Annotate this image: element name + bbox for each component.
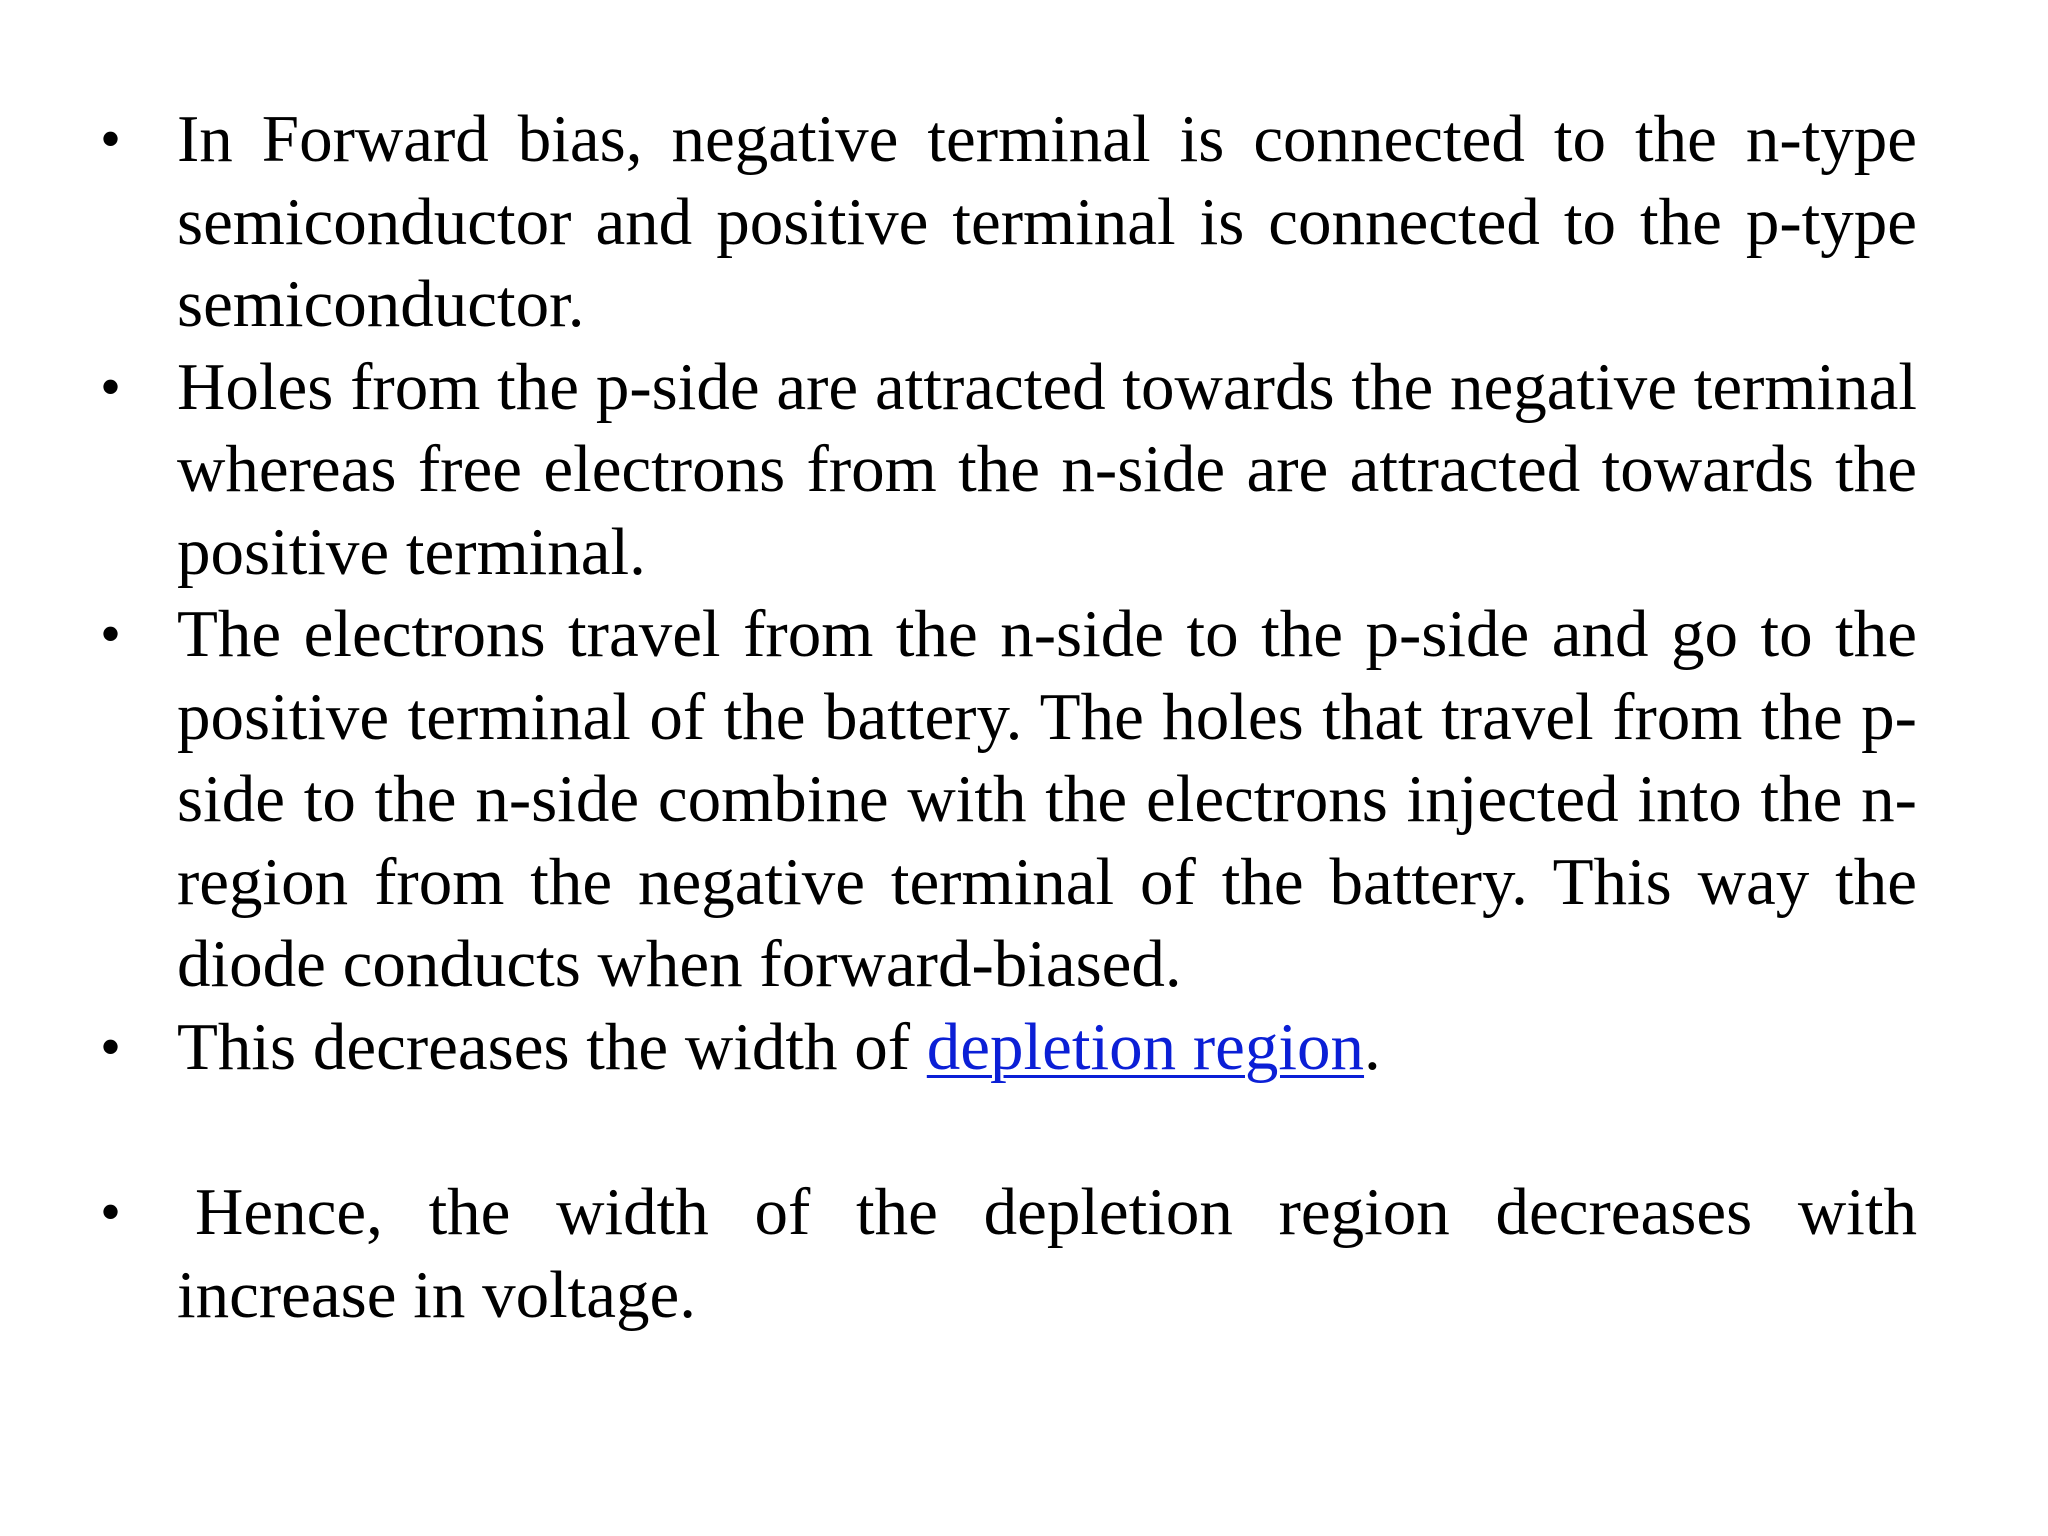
depletion-region-link[interactable]: depletion region: [926, 1009, 1365, 1084]
bullet-item-depletion-width: [0, 1006, 1917, 1089]
bullet-text-before-link: This decreases the width of: [177, 1009, 927, 1084]
bullet-list: [0, 98, 2048, 1336]
bullet-icon: •: [100, 1013, 122, 1080]
bullet-item-electrons: [0, 593, 1917, 1006]
bullet-text-after-link: .: [1364, 1009, 1381, 1084]
bullet-text: Holes from the p-side are attracted towards the negative terminal whereas free electrons from the n-side are attracted towards the positive terminal.: [177, 349, 1917, 589]
bullet-text: The electrons travel from the n-side to the p-side and go to the positive terminal of the battery. The holes that travel from the p-side to the n-side combine with the electrons injected into the n-region from the negative terminal of the battery. This way the diode conducts when forward-biased.: [177, 597, 1917, 1001]
bullet-text: In Forward bias, negative terminal is connected to the n-type semiconductor and positive terminal is connected to the p-type semiconductor.: [177, 102, 1917, 341]
bullet-icon: •: [100, 601, 122, 667]
bullet-item-holes: [0, 346, 1917, 594]
bullet-icon: •: [100, 106, 122, 172]
bullet-icon: •: [100, 353, 122, 420]
bullet-icon: •: [100, 1179, 122, 1245]
bullet-item-conclusion: [0, 1171, 1917, 1336]
bullet-item-forward-bias: [0, 98, 1917, 346]
bullet-text: Hence, the width of the depletion region decreases with increase in voltage.: [177, 1175, 1917, 1332]
